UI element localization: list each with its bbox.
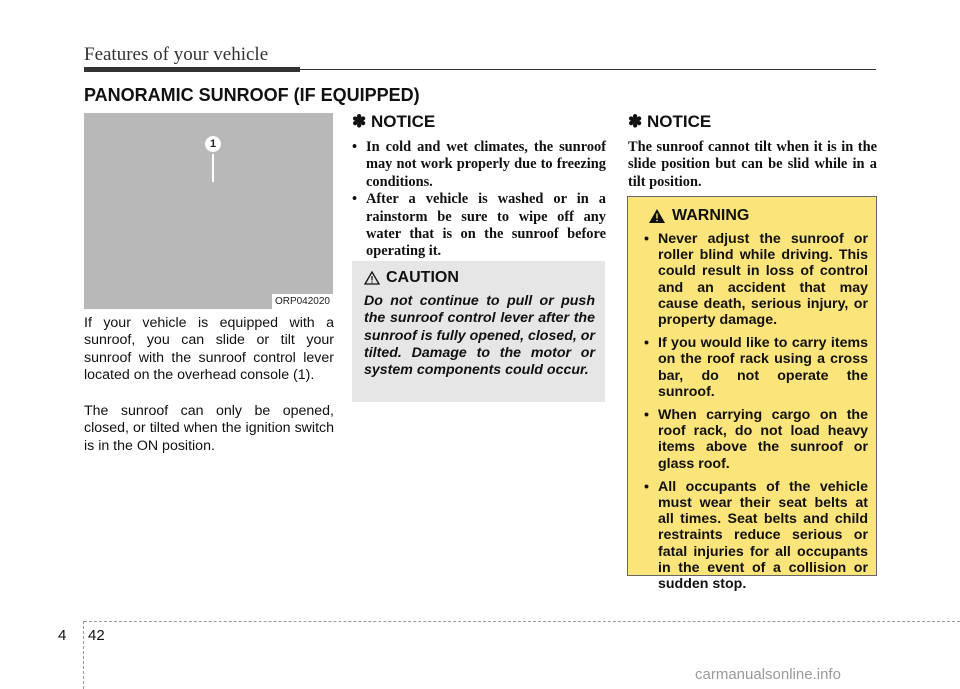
sunroof-photo	[84, 113, 333, 309]
warning-triangle-icon	[648, 208, 666, 224]
photo-callout-number: 1	[205, 136, 221, 152]
header-rule-thick	[84, 67, 300, 72]
notice-1-label: NOTICE	[370, 112, 436, 131]
notice-1-item: • After a vehicle is washed or in a rainstorm be sure to wipe off any water that is on the sunroof before operating it.	[352, 191, 606, 261]
warning-heading	[638, 207, 868, 225]
warning-item: • If you would like to carry items on the roof rack using a cross bar, do not operate the sunroof.	[638, 335, 868, 400]
caution-triangle-icon	[364, 271, 380, 285]
warning-box	[627, 196, 877, 593]
warning-title: WARNING	[672, 207, 750, 224]
notice-symbol-icon: ✽	[352, 112, 367, 131]
footer-page-number: 42	[88, 627, 105, 644]
notice-1-list	[352, 139, 606, 261]
warning-list	[638, 231, 868, 592]
caution-box	[352, 261, 605, 402]
body-paragraph-2: The sunroof can only be opened, closed, or tilted when the ignition switch is in the ON position.	[84, 403, 334, 454]
header-rule-thin	[300, 69, 876, 70]
watermark-link[interactable]: carmanualsonline.info	[695, 666, 841, 683]
warning-item: • When carrying cargo on the roof rack, do not load heavy items above the sunroof or glass roof.	[638, 407, 868, 472]
notice-1-item: • In cold and wet climates, the sunroof may not work properly due to freezing conditions.	[352, 139, 606, 191]
body-paragraph-1: If your vehicle is equipped with a sunroof, you can slide or tilt your sunroof with the sunroof control lever located on the overhead console (1).	[84, 315, 334, 384]
caution-title: CAUTION	[386, 269, 459, 286]
warning-item: • All occupants of the vehicle must wear their seat belts at all times. Seat belts and child restraints reduce serious or fatal injuries for all occupants in the event of a collision or sudden stop.	[638, 479, 868, 592]
header-title: Features of your vehicle	[84, 44, 269, 65]
photo-code: ORP042020	[272, 294, 333, 309]
notice-2-title	[628, 112, 711, 132]
photo-callout-line	[212, 154, 214, 182]
notice-2-text: The sunroof cannot tilt when it is in the slide position but can be slid while in a tilt position.	[628, 139, 877, 190]
warning-item: • Never adjust the sunroof or roller blind while driving. This could result in loss of control and an accident that may cause death, serious injury, or property damage.	[638, 231, 868, 328]
caution-heading	[364, 269, 595, 287]
notice-2-label: NOTICE	[646, 112, 712, 131]
footer-rule	[84, 621, 960, 622]
notice-1-title	[352, 112, 435, 132]
footer-vertical-rule	[83, 621, 84, 689]
footer-chapter-number: 4	[58, 627, 67, 644]
notice-symbol-icon: ✽	[628, 112, 643, 131]
caution-text: Do not continue to pull or push the sunroof control lever after the sunroof is fully opened, closed, or tilted. Damage to the motor or system components could occur.	[364, 293, 595, 379]
section-title: PANORAMIC SUNROOF (IF EQUIPPED)	[84, 85, 420, 105]
